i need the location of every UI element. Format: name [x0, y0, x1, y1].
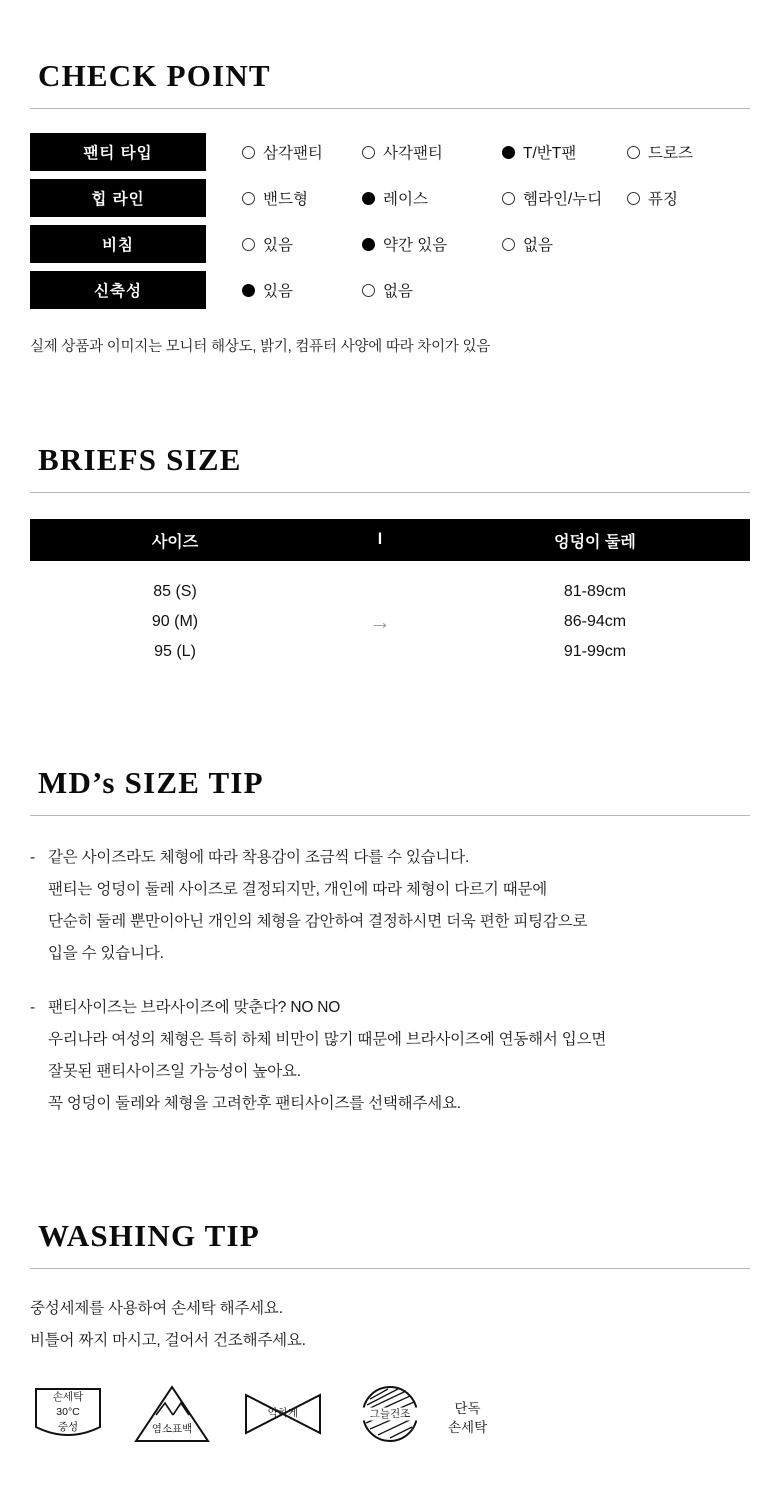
option-label: 약간 있음: [383, 237, 448, 254]
option-label: 퓨징: [648, 191, 678, 208]
check-point-table: [30, 133, 750, 356]
table-row-size: 95 (L): [154, 643, 196, 660]
washing-side-note: [448, 1399, 487, 1437]
radio-icon[interactable]: [627, 146, 640, 159]
option-sheer-slight[interactable]: [362, 233, 502, 255]
option-drawers[interactable]: [627, 141, 693, 163]
radio-icon[interactable]: [362, 146, 375, 159]
briefs-size-section: [30, 442, 750, 667]
check-point-row: [30, 225, 750, 263]
check-point-row: [30, 271, 750, 309]
check-point-row: [30, 179, 750, 217]
iron-icon: [240, 1383, 326, 1445]
handwash-icon: [32, 1383, 104, 1445]
washing-line: 비틀어 짜지 마시고, 걸어서 건조해주세요.: [30, 1332, 306, 1349]
option-label: 사각팬티: [383, 145, 443, 162]
tip-line: 잘못된 팬티사이즈일 가능성이 높아요.: [48, 1063, 301, 1080]
table-row-hip: 86-94cm: [563, 613, 627, 630]
bullet-dash: -: [30, 849, 36, 866]
tip-line: 같은 사이즈라도 체형에 따라 착용감이 조금씩 다를 수 있습니다.: [48, 849, 470, 866]
option-elastic-yes[interactable]: [242, 279, 362, 301]
handwash-text-2: 30°C: [56, 1406, 80, 1418]
option-sheer-no[interactable]: [502, 233, 553, 255]
option-label: 레이스: [383, 191, 428, 208]
washing-tip-section: [30, 1218, 750, 1445]
md-size-tip-title: MD’s SIZE TIP: [38, 765, 264, 800]
radio-icon-selected[interactable]: [502, 146, 515, 159]
hip-column: [440, 577, 750, 667]
check-point-options: [242, 141, 693, 163]
table-row-size: 90 (M): [151, 613, 199, 630]
option-label: 삼각팬티: [263, 145, 323, 162]
list-item-text: [48, 992, 606, 1120]
option-fusing[interactable]: [627, 187, 678, 209]
header-hip: 엉덩이 둘레: [554, 533, 636, 551]
radio-icon[interactable]: [362, 284, 375, 297]
radio-icon[interactable]: [502, 238, 515, 251]
md-size-tip-divider: [30, 815, 750, 816]
tip-line: 팬티는 엉덩이 둘레 사이즈로 결정되지만, 개인에 따라 체형이 다르기 때문에: [48, 881, 548, 898]
side-note-line-2: 손세탁: [448, 1420, 488, 1435]
check-point-label-elasticity: 신축성: [30, 271, 206, 309]
briefs-size-divider: [30, 492, 750, 493]
table-row-hip: 91-99cm: [563, 643, 627, 660]
bullet-dash: -: [30, 999, 36, 1016]
option-label: 없음: [523, 237, 553, 254]
radio-icon[interactable]: [242, 238, 255, 251]
option-label: 없음: [383, 283, 413, 300]
tip-line: 팬티사이즈는 브라사이즈에 맞춘다? NO NO: [48, 999, 341, 1016]
tip-line: 단순히 둘레 뿐만이아닌 개인의 체형을 감안하여 결정하시면 더욱 편한 피팅감으로: [48, 913, 588, 930]
header-divider: l: [377, 531, 383, 548]
iron-text: 약하게: [267, 1407, 299, 1419]
shade-dry-icon: [354, 1383, 426, 1445]
bleach-glyph: [132, 1383, 212, 1445]
option-label: 드로즈: [648, 145, 693, 162]
radio-icon[interactable]: [242, 146, 255, 159]
option-label: 있음: [263, 283, 293, 300]
table-row-size: 85 (S): [153, 583, 197, 600]
arrow-icon: →: [369, 609, 391, 634]
briefs-size-table-body: [30, 561, 750, 667]
check-point-divider: [30, 108, 750, 109]
shade-dry-text: 그늘건조: [369, 1408, 411, 1420]
check-point-options: [242, 279, 413, 301]
briefs-size-table: [30, 519, 750, 667]
check-point-options: [242, 233, 553, 255]
side-note-line-1: 단독: [454, 1401, 481, 1416]
radio-icon-selected[interactable]: [242, 284, 255, 297]
washing-tip-text: [30, 1293, 750, 1357]
radio-icon[interactable]: [242, 192, 255, 205]
option-label: 밴드형: [263, 191, 308, 208]
option-sheer-yes[interactable]: [242, 233, 362, 255]
option-hemline-nudie[interactable]: [502, 187, 627, 209]
radio-icon[interactable]: [502, 192, 515, 205]
table-row-hip: 81-89cm: [563, 583, 627, 600]
list-item-text: [48, 842, 587, 970]
handwash-text-1: 손세탁: [52, 1391, 84, 1403]
check-point-label-sheerness: 비침: [30, 225, 206, 263]
option-elastic-no[interactable]: [362, 279, 413, 301]
list-item: [30, 992, 750, 1120]
md-size-tip-section: [30, 765, 750, 1142]
option-lace[interactable]: [362, 187, 502, 209]
check-point-options: [242, 187, 678, 209]
md-size-tip-list: [30, 842, 750, 1120]
option-label: T/반T팬: [523, 145, 577, 162]
option-band[interactable]: [242, 187, 362, 209]
option-samgak[interactable]: [242, 141, 362, 163]
check-point-row: [30, 133, 750, 171]
washing-tip-divider: [30, 1268, 750, 1269]
check-point-note: 실제 상품과 이미지는 모니터 해상도, 밝기, 컴퓨터 사양에 따라 차이가 있음: [30, 339, 491, 355]
tip-line: 우리나라 여성의 체형은 특히 하체 비만이 많기 때문에 브라사이즈에 연동해서 입으면: [48, 1031, 607, 1048]
size-column: [30, 577, 320, 667]
tip-line: 입을 수 있습니다.: [48, 945, 164, 962]
radio-icon-selected[interactable]: [362, 238, 375, 251]
bleach-text: 염소표백: [151, 1423, 193, 1435]
briefs-size-table-header: [30, 519, 750, 561]
radio-icon-selected[interactable]: [362, 192, 375, 205]
header-size: 사이즈: [151, 533, 199, 551]
bleach-icon: [132, 1383, 212, 1445]
washing-line: 중성세제를 사용하여 손세탁 해주세요.: [30, 1300, 283, 1317]
option-sagak[interactable]: [362, 141, 502, 163]
washing-tip-title: WASHING TIP: [38, 1218, 260, 1253]
option-t-half-t[interactable]: [502, 141, 627, 163]
list-item: [30, 842, 750, 970]
briefs-size-title: BRIEFS SIZE: [38, 442, 242, 477]
tip-line: 꼭 엉덩이 둘레와 체형을 고려한후 팬티사이즈를 선택해주세요.: [48, 1095, 461, 1112]
check-point-label-panty-type: 팬티 타입: [30, 133, 206, 171]
washing-symbols: [32, 1383, 750, 1445]
option-label: 헴라인/누디: [523, 191, 603, 208]
handwash-text-3: 중성: [57, 1421, 79, 1433]
check-point-label-hip-line: 힙 라인: [30, 179, 206, 217]
radio-icon[interactable]: [627, 192, 640, 205]
check-point-section: [30, 58, 750, 356]
check-point-title: CHECK POINT: [38, 58, 271, 93]
option-label: 있음: [263, 237, 293, 254]
